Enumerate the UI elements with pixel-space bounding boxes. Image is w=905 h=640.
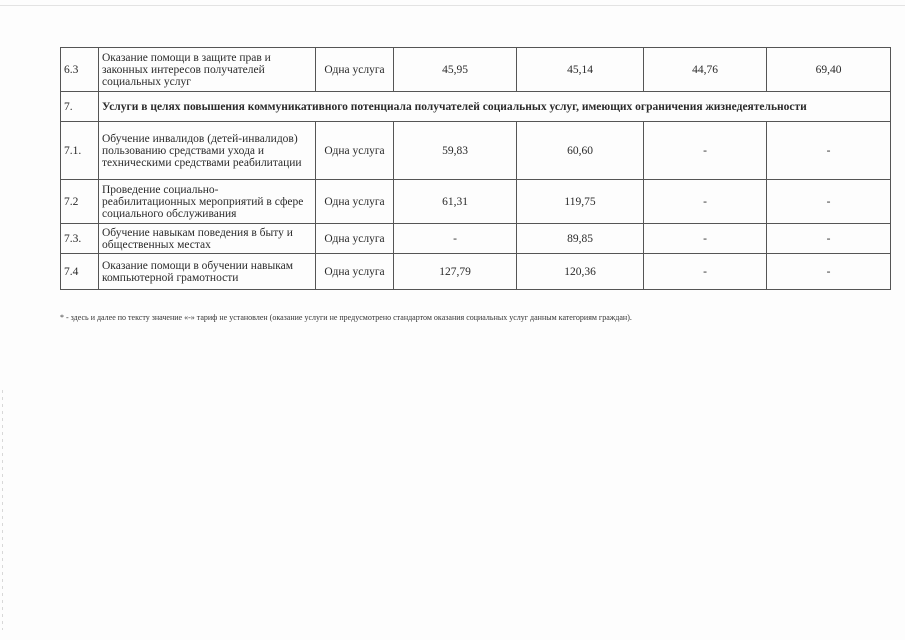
tariff-value: 45,95 (394, 48, 517, 92)
tariff-value: 45,14 (517, 48, 644, 92)
service-name: Оказание помощи в обучении навыкам компьютерной грамотности (99, 254, 316, 290)
tariff-value: 59,83 (394, 122, 517, 180)
table-row (61, 254, 891, 290)
tariff-value: 60,60 (517, 122, 644, 180)
service-name: Обучение инвалидов (детей-инвалидов) пользованию средствами ухода и техническими средствами реабилитации (99, 122, 316, 180)
table-row (61, 224, 891, 254)
section-row (61, 92, 891, 122)
scan-artifact-left (2, 390, 3, 630)
row-number: 7.1. (61, 122, 99, 180)
tariff-value: - (644, 122, 767, 180)
tariff-value: 69,40 (767, 48, 891, 92)
tariff-table (60, 47, 891, 290)
tariff-value: - (394, 224, 517, 254)
section-number: 7. (61, 92, 99, 122)
service-name: Проведение социально-реабилитационных мероприятий в сфере социального обслуживания (99, 180, 316, 224)
table-row (61, 122, 891, 180)
section-title: Услуги в целях повышения коммуникативного потенциала получателей социальных услуг, имеющих ограничения жизнедеятельности (99, 92, 891, 122)
unit-cell: Одна услуга (316, 224, 394, 254)
tariff-value: 119,75 (517, 180, 644, 224)
service-name: Оказание помощи в защите прав и законных интересов получателей социальных услуг (99, 48, 316, 92)
row-number: 7.2 (61, 180, 99, 224)
tariff-value: - (767, 224, 891, 254)
tariff-value: - (767, 122, 891, 180)
unit-cell: Одна услуга (316, 122, 394, 180)
tariff-value: - (644, 254, 767, 290)
footnote: * - здесь и далее по тексту значение «-» тариф не установлен (оказание услуги не предусмотрено стандартом оказания социальных услуг данным категориям граждан). (60, 313, 632, 322)
tariff-value: 127,79 (394, 254, 517, 290)
unit-cell: Одна услуга (316, 180, 394, 224)
tariff-value: - (644, 180, 767, 224)
row-number: 7.3. (61, 224, 99, 254)
tariff-value: 61,31 (394, 180, 517, 224)
tariff-value: 120,36 (517, 254, 644, 290)
tariff-value: - (767, 180, 891, 224)
table-row (61, 48, 891, 92)
tariff-value: 89,85 (517, 224, 644, 254)
scan-artifact-top (0, 5, 905, 6)
tariff-value: - (644, 224, 767, 254)
table-row (61, 180, 891, 224)
unit-cell: Одна услуга (316, 254, 394, 290)
row-number: 7.4 (61, 254, 99, 290)
row-number: 6.3 (61, 48, 99, 92)
tariff-value: 44,76 (644, 48, 767, 92)
unit-cell: Одна услуга (316, 48, 394, 92)
tariff-value: - (767, 254, 891, 290)
service-name: Обучение навыкам поведения в быту и общественных местах (99, 224, 316, 254)
